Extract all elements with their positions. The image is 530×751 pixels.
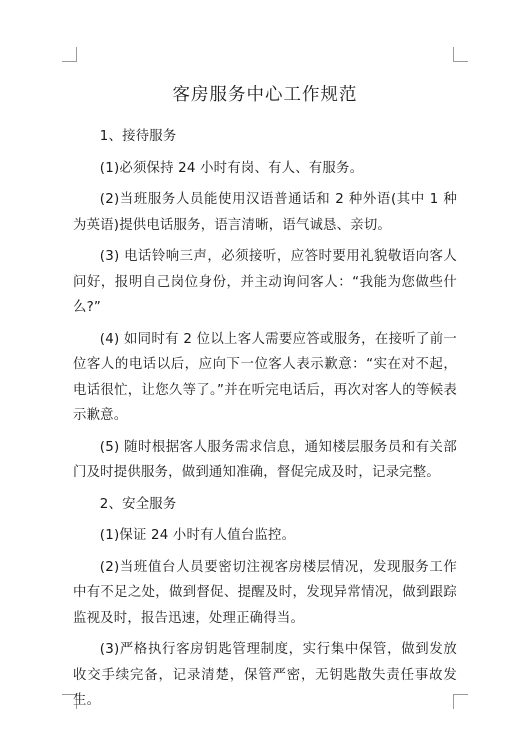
paragraph: (2)当班服务人员能使用汉语普通话和 2 种外语(其中 1 种为英语)提供电话服务，语言清晰，语气诚恳、亲切。 xyxy=(73,192,457,233)
paragraph: (3) 电话铃响三声，必须接听，应答时要用礼貌敬语向客人问好，报明自己岗位身份，并主动询问客人：“我能为您做些什么?” xyxy=(73,249,457,315)
paragraph: (4) 如同时有 2 位以上客人需要应答或服务，在接听了前一位客人的电话以后，应向下一位客人表示歉意：“实在对不起，电话很忙，让您久等了。”并在听完电话后，再次对客人的等候表示歉意。 xyxy=(73,331,457,423)
paragraph: (1)保证 24 小时有人值台监控。 xyxy=(99,528,296,543)
page-corner-mark-top-left xyxy=(62,47,77,62)
paragraph: (2)当班值台人员要密切注视客房楼层情况，发现服务工作中有不足之处，做到督促、提醒及时，发现异常情况，做到跟踪监视及时，报告迅速，处理正确得当。 xyxy=(73,559,457,626)
document-title: 客房服务中心工作规范 xyxy=(172,85,358,105)
paragraph: (1)必须保持 24 小时有岗、有人、有服务。 xyxy=(99,160,364,176)
section-heading-security: 2、安全服务 xyxy=(99,496,177,512)
paragraph: (5) 随时根据客人服务需求信息，通知楼层服务员和有关部门及时提供服务，做到通知准确，督促完成及时，记录完整。 xyxy=(73,439,457,480)
page-corner-mark-top-right xyxy=(453,47,468,62)
paragraph: (3)严格执行客房钥匙管理制度，实行集中保管，做到发放收交手续完备，记录清楚，保管严密，无钥匙散失责任事故发生。 xyxy=(73,642,457,708)
section-heading-reception: 1、接待服务 xyxy=(99,129,177,144)
document-body xyxy=(73,82,457,720)
